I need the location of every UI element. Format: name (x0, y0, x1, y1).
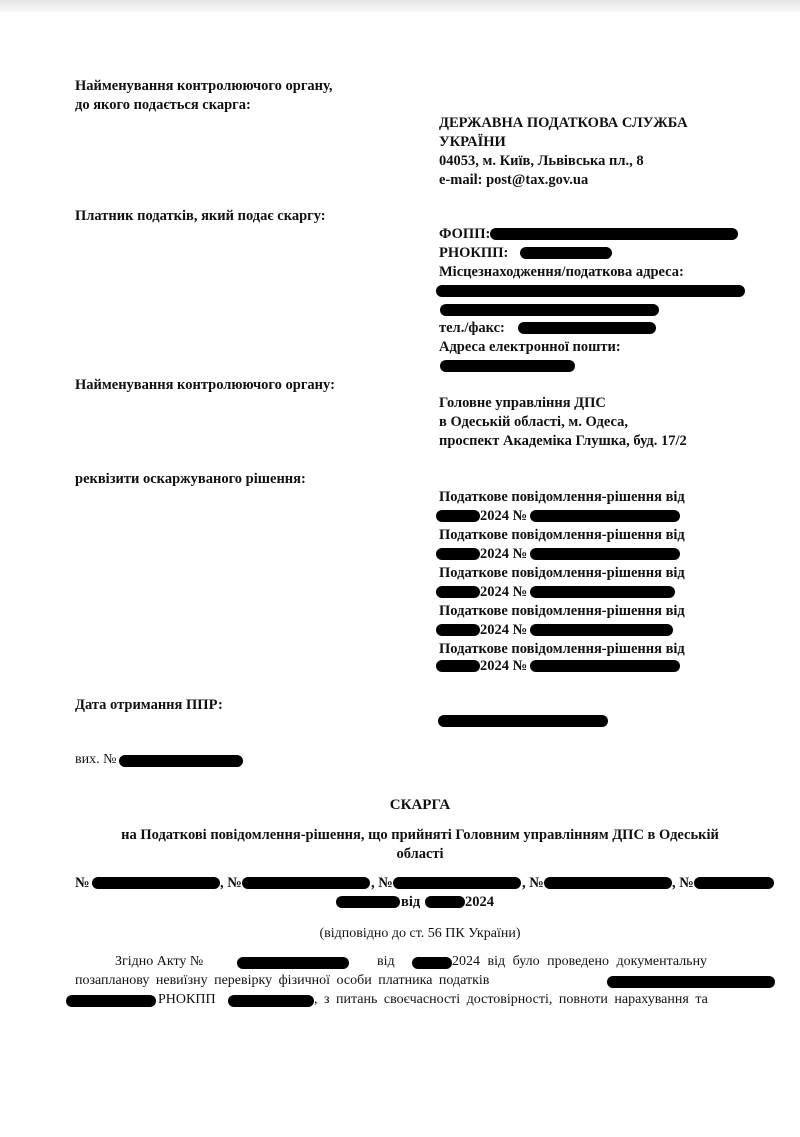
recipient-line1: ДЕРЖАВНА ПОДАТКОВА СЛУЖБА (439, 115, 688, 131)
redaction-payer-name-2 (66, 995, 156, 1007)
payer-rnokpp-label: РНОКПП: (439, 245, 509, 261)
redaction-address-1 (436, 285, 745, 297)
redaction-payer-name-1 (607, 976, 775, 988)
decision-4-year: 2024 № (480, 622, 528, 638)
redaction-decision-4-number (530, 624, 673, 636)
num-sep-5: , № (672, 875, 694, 891)
outgoing-number-label: вих. № (75, 752, 117, 767)
decision-2-label: Податкове повідомлення-рішення від (439, 527, 685, 543)
label-decision-requisites: реквізити оскаржуваного рішення: (75, 471, 306, 487)
label-payer: Платник податків, який подає скаргу: (75, 208, 326, 224)
redaction-decision-1-number (530, 510, 680, 522)
redaction-address-2 (440, 304, 659, 316)
para-l2: позапланову невиїзну перевірку фізичної особи платника податків (75, 973, 490, 988)
redaction-decision-5-number (530, 660, 680, 672)
redaction-act-number (237, 957, 349, 969)
redaction-decision-2-number (530, 548, 680, 560)
redaction-phone (518, 322, 656, 334)
redaction-decision-5-date (436, 660, 480, 672)
redaction-decision-4-date (436, 624, 480, 636)
redaction-num-1 (92, 877, 220, 889)
complaint-subtitle-line2: області (396, 846, 444, 862)
para-l3-b: , з питань своєчасності достовірності, повноти нарахування та (314, 992, 708, 1007)
decision-4-label: Податкове повідомлення-рішення від (439, 603, 685, 619)
decision-3-year: 2024 № (480, 584, 528, 600)
redaction-outgoing-number (119, 755, 243, 767)
viewer-top-shadow (0, 0, 800, 12)
redaction-rnokpp-2 (228, 995, 314, 1007)
decision-5-label: Податкове повідомлення-рішення від (439, 641, 685, 657)
para-l1-a: Згідно Акту № (115, 954, 204, 969)
redaction-decision-1-date (436, 510, 480, 522)
complaint-basis: (відповідно до ст. 56 ПК України) (319, 926, 521, 941)
recipient-address: 04053, м. Київ, Львівська пл., 8 (439, 153, 644, 169)
redaction-fop (490, 228, 738, 240)
date-year: 2024 (465, 894, 494, 910)
redaction-decision-3-number (530, 586, 675, 598)
office-line1: Головне управління ДПС (439, 395, 606, 411)
redaction-num-4 (544, 877, 672, 889)
decision-1-year: 2024 № (480, 508, 528, 524)
decision-2-year: 2024 № (480, 546, 528, 562)
redaction-rnokpp (520, 247, 612, 259)
office-line2: в Одеській області, м. Одеса, (439, 414, 628, 430)
redaction-email (440, 360, 575, 372)
num-sign-1: № (75, 875, 90, 891)
para-l3-a: , РНОКПП (151, 992, 216, 1007)
label-ppr-date: Дата отримання ППР: (75, 697, 223, 713)
office-line3: проспект Академіка Глушка, буд. 17/2 (439, 433, 687, 449)
redaction-num-3 (393, 877, 521, 889)
decision-1-label: Податкове повідомлення-рішення від (439, 489, 685, 505)
decision-5-year: 2024 № (480, 658, 528, 674)
recipient-email: e-mail: post@tax.gov.ua (439, 172, 589, 188)
label-control-body-line1: Найменування контролюючого органу, (75, 78, 333, 94)
num-sep-4: , № (522, 875, 544, 891)
date-ot: від (401, 894, 421, 910)
para-l1-c: 2024 від було проведено документальну (452, 954, 708, 969)
redaction-act-date (412, 957, 452, 969)
redaction-num-5 (694, 877, 774, 889)
payer-fop-label: ФОПП: (439, 226, 491, 242)
decision-3-label: Податкове повідомлення-рішення від (439, 565, 685, 581)
redaction-decision-3-date (436, 586, 480, 598)
num-sep-3: , № (371, 875, 393, 891)
label-control-body-line2: до якого подається скарга: (75, 97, 251, 113)
redaction-ppr-date (438, 715, 608, 727)
label-control-body-short: Найменування контролюючого органу: (75, 377, 335, 393)
payer-location-label: Місцезнаходження/податкова адреса: (439, 264, 684, 280)
complaint-title: СКАРГА (389, 797, 451, 813)
redaction-date-1 (336, 896, 400, 908)
recipient-line2: УКРАЇНИ (439, 134, 506, 150)
payer-email-label: Адреса електронної пошти: (439, 339, 621, 355)
redaction-decision-2-date (436, 548, 480, 560)
num-sep-2: , № (220, 875, 242, 891)
para-l1-b: від (377, 954, 395, 969)
complaint-subtitle-line1: на Податкові повідомлення-рішення, що прийняті Головним управлінням ДПС в Одеській (121, 827, 719, 843)
redaction-date-2 (425, 896, 465, 908)
payer-phone-label: тел./факс: (439, 320, 505, 336)
redaction-num-2 (242, 877, 370, 889)
